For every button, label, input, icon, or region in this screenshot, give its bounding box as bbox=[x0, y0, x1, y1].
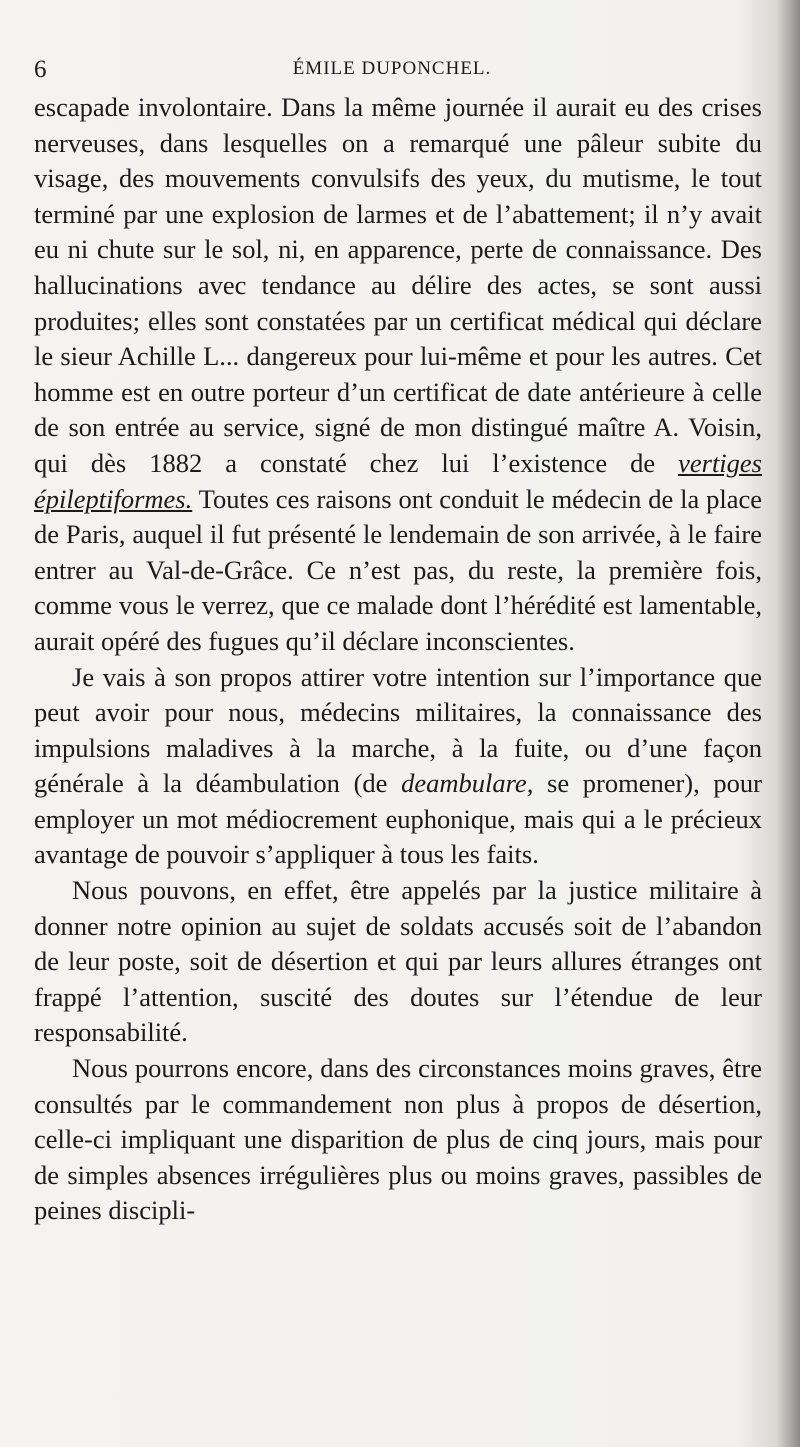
page-header bbox=[34, 52, 750, 92]
paragraph-2-text-end: se promener), pour employer un mot médiocrement euphonique, mais qui a le précieux avantage de pouvoir s’appliquer à tous les faits. bbox=[34, 768, 762, 870]
page-number: 6 bbox=[34, 56, 47, 83]
body-text bbox=[34, 90, 762, 1229]
paragraph-2 bbox=[34, 660, 762, 874]
paragraph-4: Nous pourrons encore, dans des circonstances moins graves, être consultés par le commandement non plus à propos de désertion, celle-ci impliquant une disparition de plus de cinq jours, mais pour de simples absences irrégulières plus ou moins graves, passibles de peines discipli- bbox=[34, 1053, 762, 1226]
running-title: ÉMILE DUPONCHEL. bbox=[292, 58, 492, 79]
paragraph-2-emphasis: deambulare, bbox=[401, 768, 534, 799]
paragraph-1 bbox=[34, 90, 762, 660]
paragraph-1-emphasis: vertiges épileptiformes. bbox=[34, 447, 762, 514]
paragraph-3: Nous pouvons, en effet, être appelés par la justice militaire à donner notre opinion au sujet de soldats accusés soit de l’abandon de leur poste, soit de désertion et qui par leurs allures étranges ont frappé l’attention, suscité des doutes sur l’étendue de leur responsabilité. bbox=[34, 875, 762, 1048]
paragraph-1-text-end: Toutes ces raisons ont conduit le médecin de la place de Paris, auquel il fut présenté le lendemain de son arrivée, à le faire entrer au Val-de-Grâce. Ce n’est pas, du reste, la première fois, comme vous le verrez, que ce malade dont l’hérédité est lamentable, aurait opéré des fugues qu’il déclare inconscientes. bbox=[34, 483, 762, 656]
paragraph-2-text: Je vais à son propos attirer votre intention sur l’importance que peut avoir pour nous, médecins militaires, la connaissance des impulsions maladives à la marche, à la fuite, ou d’une façon générale à la déambulation (de bbox=[34, 661, 762, 799]
paragraph-1-text: escapade involontaire. Dans la même journée il aurait eu des crises nerveuses, dans lesquelles on a remarqué une pâleur subite du visage, des mouvements convulsifs des yeux, du mutisme, le tout terminé par une explosion de larmes et de l’abattement; il n’y avait eu ni chute sur le sol, ni, en apparence, perte de connaissance. Des hallucinations avec tendance au délire des actes, se sont aussi produites; elles sont constatées par un certificat médical qui déclare le sieur Achille L... dangereux pour lui-même et pour les autres. Cet homme est en outre porteur d’un certificat de date antérieure à celle de son entrée au service, signé de mon distingué maître A. Voisin, qui dès 1882 a constaté chez lui l’existence de bbox=[34, 92, 762, 478]
